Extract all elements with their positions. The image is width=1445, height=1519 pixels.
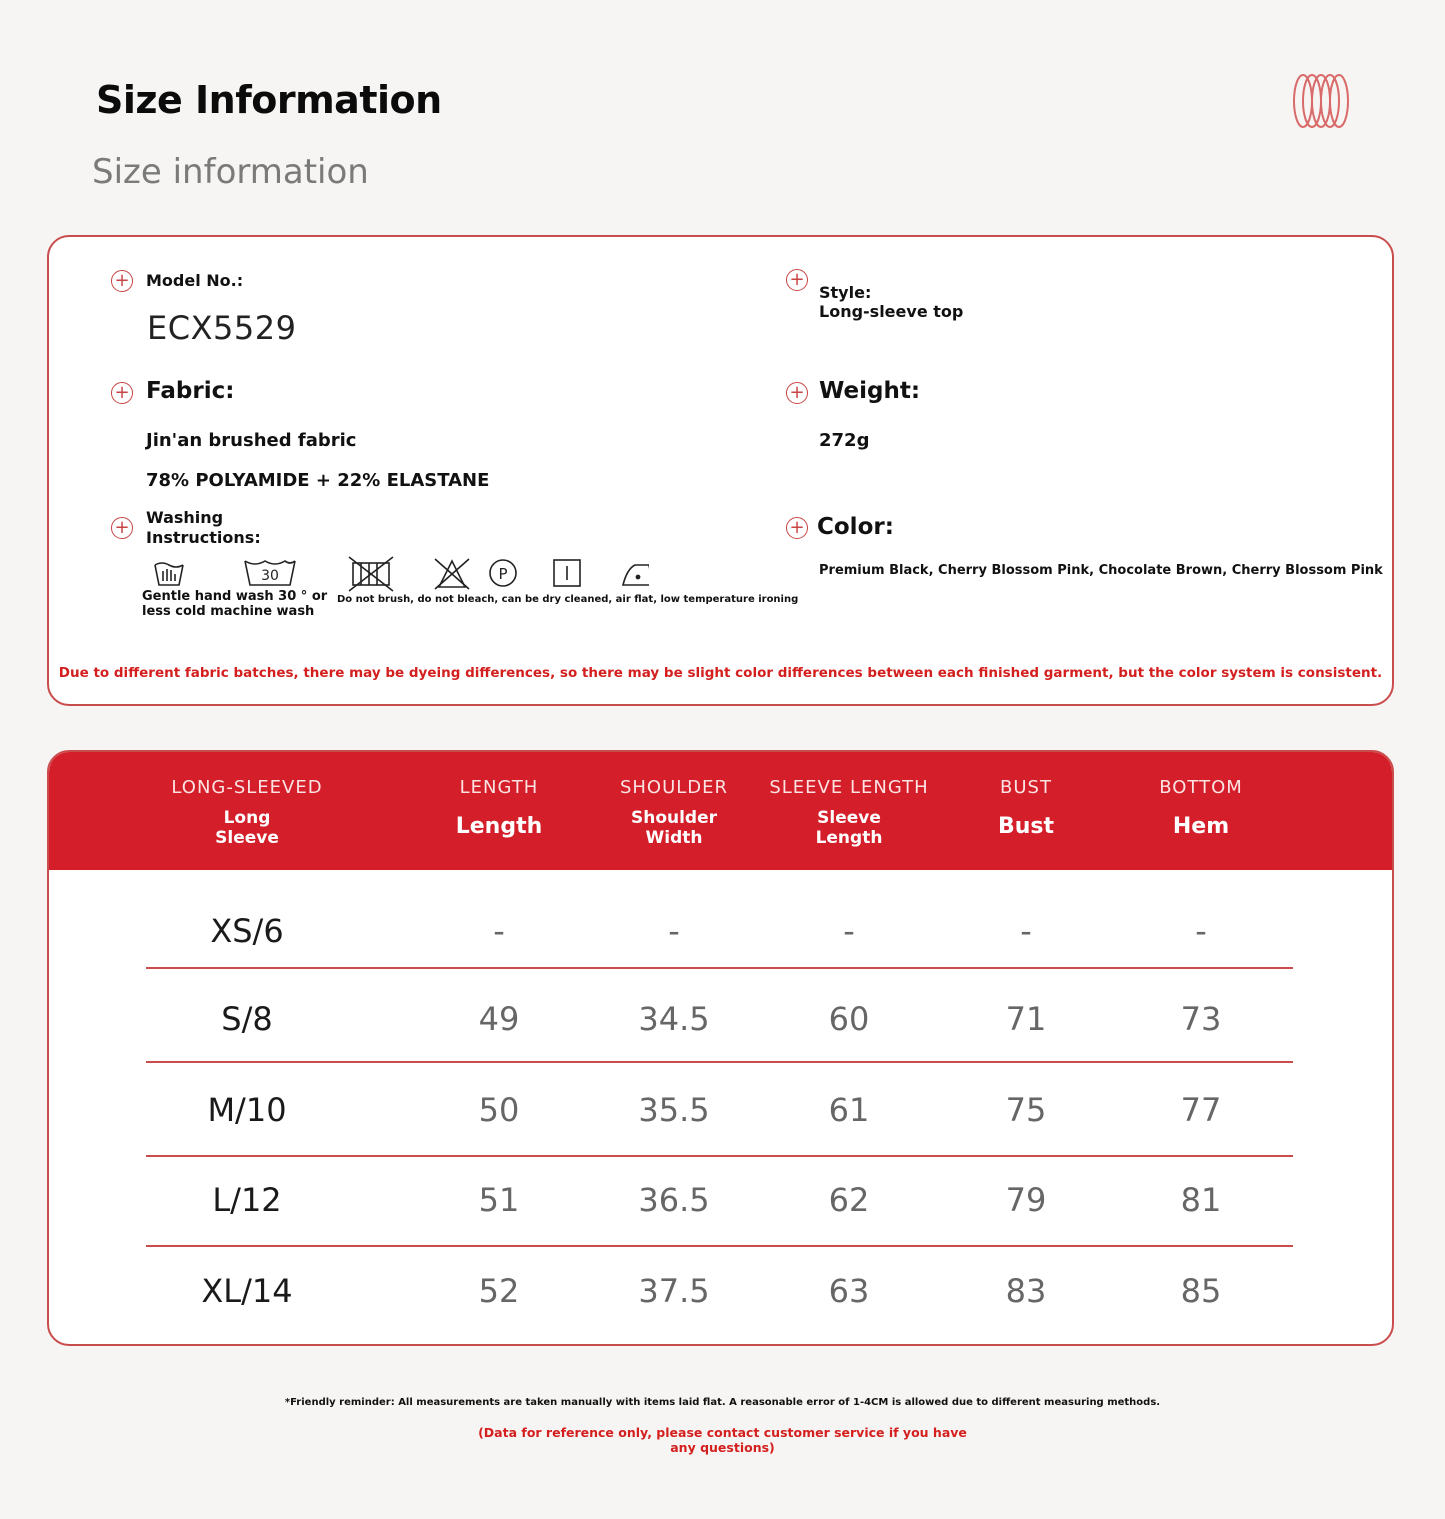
bust-cell: 71 bbox=[1005, 1000, 1047, 1038]
reference-note: (Data for reference only, please contact customer service if you have any questions) bbox=[478, 1425, 967, 1455]
rings-logo-icon bbox=[1290, 70, 1352, 132]
washing-label-line2: Instructions: bbox=[146, 528, 261, 547]
shoulder-cell: - bbox=[668, 912, 680, 950]
size-table bbox=[47, 750, 1394, 1346]
sleeve-cell: 63 bbox=[828, 1272, 870, 1310]
sleeve-cell: 61 bbox=[828, 1091, 870, 1129]
dry-flat-icon bbox=[554, 560, 580, 586]
plus-circle-icon: + bbox=[111, 517, 133, 539]
hem-cell: 85 bbox=[1180, 1272, 1222, 1310]
no-brush-icon bbox=[349, 557, 393, 591]
bust-cell: 83 bbox=[1005, 1272, 1047, 1310]
table-row bbox=[49, 1155, 1392, 1245]
col-header-long-sleeved: LONG-SLEEVED Long Sleeve bbox=[171, 777, 323, 848]
hand-wash-icon bbox=[155, 563, 183, 585]
bust-cell: 75 bbox=[1005, 1091, 1047, 1129]
svg-text:30: 30 bbox=[261, 568, 279, 584]
weight-label: Weight: bbox=[819, 378, 921, 404]
shoulder-cell: 37.5 bbox=[638, 1272, 710, 1310]
wash-caption-hand: Gentle hand wash 30 ° or less cold machine wash bbox=[142, 589, 328, 619]
shoulder-cell: 34.5 bbox=[638, 1000, 710, 1038]
color-value: Premium Black, Cherry Blossom Pink, Chocolate Brown, Cherry Blossom Pink bbox=[819, 563, 1383, 578]
size-cell: L/12 bbox=[212, 1181, 282, 1219]
plus-circle-icon: + bbox=[786, 382, 808, 404]
col-header-sleeve-length: SLEEVE LENGTH Sleeve Length bbox=[769, 777, 929, 848]
color-label: Color: bbox=[817, 514, 894, 540]
fabric-label: Fabric: bbox=[146, 378, 235, 404]
plus-circle-icon: + bbox=[786, 517, 808, 539]
shoulder-cell: 36.5 bbox=[638, 1181, 710, 1219]
length-cell: 52 bbox=[478, 1272, 520, 1310]
col-header-bottom: BOTTOM Hem bbox=[1159, 777, 1243, 839]
bust-cell: - bbox=[1020, 912, 1032, 950]
plus-circle-icon: + bbox=[111, 270, 133, 292]
hem-cell: 73 bbox=[1180, 1000, 1222, 1038]
length-cell: - bbox=[493, 912, 505, 950]
table-row bbox=[49, 1246, 1392, 1336]
product-details-card bbox=[47, 235, 1394, 706]
page-subtitle: Size information bbox=[92, 152, 369, 192]
fabric-composition: 78% POLYAMIDE + 22% ELASTANE bbox=[146, 470, 490, 491]
col-header-length: LENGTH Length bbox=[455, 777, 543, 839]
hem-cell: 77 bbox=[1180, 1091, 1222, 1129]
plus-circle-icon: + bbox=[111, 382, 133, 404]
measurement-reminder: *Friendly reminder: All measurements are taken manually with items laid flat. A reasonable error of 1-4CM is allowed due to different measuring methods. bbox=[284, 1397, 1161, 1408]
model-label: Model No.: bbox=[146, 271, 244, 290]
row-divider bbox=[146, 1061, 1293, 1063]
sleeve-cell: 62 bbox=[828, 1181, 870, 1219]
size-cell: S/8 bbox=[221, 1000, 273, 1038]
table-row bbox=[49, 886, 1392, 976]
plus-circle-icon: + bbox=[786, 269, 808, 291]
washing-label-line1: Washing bbox=[146, 508, 224, 527]
size-cell: XL/14 bbox=[201, 1272, 293, 1310]
no-bleach-icon bbox=[435, 559, 469, 589]
bust-cell: 79 bbox=[1005, 1181, 1047, 1219]
sleeve-cell: 60 bbox=[828, 1000, 870, 1038]
length-cell: 49 bbox=[478, 1000, 520, 1038]
col-header-shoulder: SHOULDER Shoulder Width bbox=[619, 777, 729, 848]
style-label: Style: bbox=[819, 283, 872, 302]
page-title: Size Information bbox=[96, 78, 442, 122]
fabric-name: Jin'an brushed fabric bbox=[146, 430, 357, 451]
low-iron-icon bbox=[623, 565, 649, 585]
hem-cell: 81 bbox=[1180, 1181, 1222, 1219]
weight-value: 272g bbox=[819, 430, 870, 451]
sleeve-cell: - bbox=[843, 912, 855, 950]
table-row bbox=[49, 974, 1392, 1064]
length-cell: 51 bbox=[478, 1181, 520, 1219]
size-cell: M/10 bbox=[207, 1091, 287, 1129]
color-difference-note: Due to different fabric batches, there may be dyeing differences, so there may be slight color differences between each finished garment, but the color system is consistent. bbox=[58, 665, 1383, 681]
col-header-bust: BUST Bust bbox=[997, 777, 1055, 839]
row-divider bbox=[146, 967, 1293, 969]
length-cell: 50 bbox=[478, 1091, 520, 1129]
wash-caption-care: Do not brush, do not bleach, can be dry cleaned, air flat, low temperature ironing bbox=[337, 594, 799, 605]
size-table-header bbox=[49, 752, 1392, 870]
svg-text:P: P bbox=[498, 565, 508, 583]
shoulder-cell: 35.5 bbox=[638, 1091, 710, 1129]
size-cell: XS/6 bbox=[210, 912, 284, 950]
hem-cell: - bbox=[1195, 912, 1207, 950]
style-value: Long-sleeve top bbox=[819, 302, 964, 321]
model-value: ECX5529 bbox=[147, 309, 297, 347]
table-row bbox=[49, 1065, 1392, 1155]
